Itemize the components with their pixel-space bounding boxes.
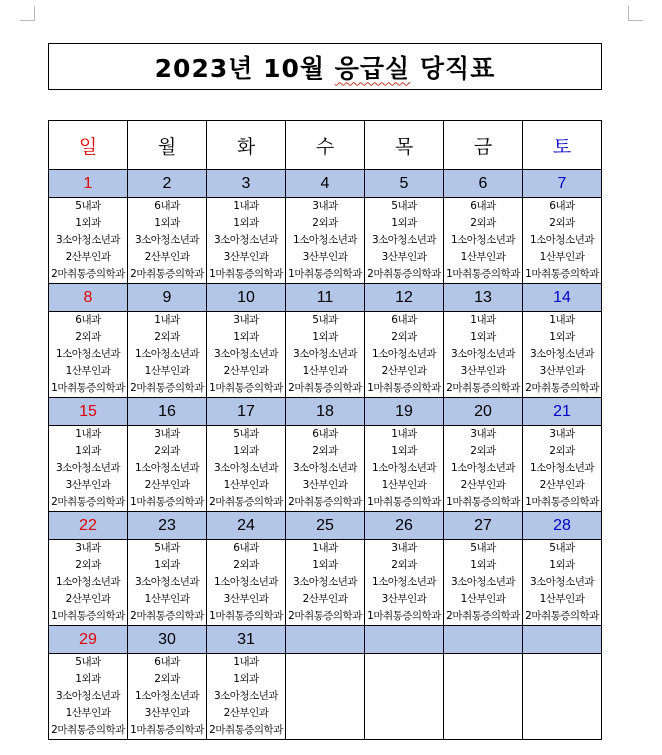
duty-assignment: 2산부인과 [460, 479, 506, 491]
date-cell: 29 [49, 626, 128, 654]
duty-assignment: 1외과 [233, 445, 259, 457]
duty-assignment: 2외과 [470, 445, 496, 457]
duty-cell [365, 540, 444, 626]
duty-assignment: 2외과 [75, 559, 101, 571]
date-cell: 7 [523, 170, 602, 198]
duty-assignment: 1산부인과 [539, 593, 585, 605]
date-cell: 16 [128, 398, 207, 426]
duty-assignment: 2산부인과 [144, 479, 190, 491]
duty-assignment: 2외과 [549, 445, 575, 457]
date-cell: 5 [365, 170, 444, 198]
duty-assignment: 1외과 [75, 673, 101, 685]
duty-assignment: 2산부인과 [539, 479, 585, 491]
duty-cell [207, 312, 286, 398]
date-cell: 25 [286, 512, 365, 540]
duty-assignment: 3소아청소년과 [450, 576, 516, 588]
date-cell: 2 [128, 170, 207, 198]
duty-cell [444, 312, 523, 398]
duty-assignment: 1산부인과 [460, 593, 506, 605]
duty-assignment: 2마취통증의학과 [446, 382, 520, 394]
date-cell: 6 [444, 170, 523, 198]
duty-cell [444, 426, 523, 512]
duty-assignment: 1내과 [154, 314, 180, 326]
date-cell: 8 [49, 284, 128, 312]
duty-row [49, 540, 602, 626]
title-suffix: 당직표 [410, 53, 496, 83]
duty-assignment: 3내과 [391, 542, 417, 554]
duty-cell [207, 654, 286, 740]
date-cell: 3 [207, 170, 286, 198]
duty-assignment: 3소아청소년과 [55, 234, 121, 246]
duty-cell [128, 426, 207, 512]
duty-assignment: 1외과 [391, 445, 417, 457]
duty-assignment: 1산부인과 [65, 707, 111, 719]
duty-assignment: 1마취통증의학과 [51, 610, 125, 622]
duty-assignment: 3소아청소년과 [134, 234, 200, 246]
duty-assignment: 1소아청소년과 [450, 462, 516, 474]
duty-assignment: 3소아청소년과 [55, 690, 121, 702]
date-cell: 4 [286, 170, 365, 198]
weekday-sunday: 일 [49, 121, 128, 170]
duty-assignment: 6내과 [312, 428, 338, 440]
weekday-friday: 금 [444, 121, 523, 170]
duty-assignment: 1마취통증의학과 [525, 496, 599, 508]
duty-assignment: 1외과 [75, 445, 101, 457]
weekday-header-row [49, 121, 602, 170]
duty-cell [286, 198, 365, 284]
duty-row [49, 654, 602, 740]
duty-assignment: 2마취통증의학과 [367, 268, 441, 280]
duty-assignment: 2외과 [549, 217, 575, 229]
duty-assignment: 1소아청소년과 [292, 234, 358, 246]
duty-assignment: 1산부인과 [539, 251, 585, 263]
duty-assignment: 3내과 [312, 200, 338, 212]
duty-cell [49, 426, 128, 512]
duty-assignment: 3산부인과 [65, 479, 111, 491]
duty-assignment: 1마취통증의학과 [525, 268, 599, 280]
date-cell: 15 [49, 398, 128, 426]
date-cell: 14 [523, 284, 602, 312]
duty-assignment: 1외과 [470, 331, 496, 343]
duty-assignment: 2산부인과 [223, 707, 269, 719]
duty-cell [365, 312, 444, 398]
duty-calendar-table [48, 120, 602, 740]
duty-assignment: 1외과 [233, 673, 259, 685]
duty-assignment: 3소아청소년과 [134, 576, 200, 588]
duty-assignment: 3산부인과 [223, 593, 269, 605]
empty-date-cell [286, 626, 365, 654]
duty-assignment: 5내과 [154, 542, 180, 554]
duty-assignment: 1마취통증의학과 [51, 382, 125, 394]
empty-date-cell [444, 626, 523, 654]
date-cell: 1 [49, 170, 128, 198]
date-row [49, 284, 602, 312]
date-row [49, 398, 602, 426]
date-cell: 9 [128, 284, 207, 312]
empty-date-cell [365, 626, 444, 654]
duty-assignment: 6내과 [470, 200, 496, 212]
duty-assignment: 6내과 [75, 314, 101, 326]
date-cell: 27 [444, 512, 523, 540]
date-cell: 18 [286, 398, 365, 426]
duty-assignment: 2산부인과 [65, 251, 111, 263]
weekday-tuesday: 화 [207, 121, 286, 170]
duty-assignment: 2마취통증의학과 [51, 496, 125, 508]
duty-assignment: 2산부인과 [223, 365, 269, 377]
duty-assignment: 2마취통증의학과 [130, 268, 204, 280]
duty-assignment: 3산부인과 [302, 479, 348, 491]
duty-assignment: 2마취통증의학과 [288, 610, 362, 622]
date-cell: 28 [523, 512, 602, 540]
title-emphasis: 응급실 [334, 53, 411, 83]
duty-assignment: 3산부인과 [223, 251, 269, 263]
date-cell: 20 [444, 398, 523, 426]
duty-assignment: 2외과 [312, 217, 338, 229]
weekday-monday: 월 [128, 121, 207, 170]
duty-cell [523, 198, 602, 284]
duty-assignment: 5내과 [312, 314, 338, 326]
duty-assignment: 3산부인과 [381, 593, 427, 605]
duty-assignment: 2외과 [233, 559, 259, 571]
duty-assignment: 1외과 [233, 331, 259, 343]
duty-assignment: 3소아청소년과 [371, 234, 437, 246]
duty-assignment: 2외과 [470, 217, 496, 229]
duty-assignment: 3내과 [75, 542, 101, 554]
duty-assignment: 3소아청소년과 [292, 462, 358, 474]
duty-assignment: 2외과 [312, 445, 338, 457]
duty-assignment: 3소아청소년과 [529, 576, 595, 588]
duty-row [49, 198, 602, 284]
duty-assignment: 2외과 [391, 331, 417, 343]
duty-assignment: 1외과 [312, 331, 338, 343]
duty-assignment: 1마취통증의학과 [367, 496, 441, 508]
duty-cell [286, 312, 365, 398]
date-cell: 17 [207, 398, 286, 426]
duty-assignment: 1소아청소년과 [134, 462, 200, 474]
duty-row [49, 426, 602, 512]
date-cell: 23 [128, 512, 207, 540]
duty-assignment: 3산부인과 [302, 251, 348, 263]
duty-assignment: 2산부인과 [144, 251, 190, 263]
duty-assignment: 1소아청소년과 [134, 690, 200, 702]
weekday-thursday: 목 [365, 121, 444, 170]
date-cell: 10 [207, 284, 286, 312]
date-row [49, 512, 602, 540]
duty-assignment: 1마취통증의학과 [367, 610, 441, 622]
weekday-wednesday: 수 [286, 121, 365, 170]
duty-cell [523, 426, 602, 512]
duty-cell [128, 654, 207, 740]
date-cell: 12 [365, 284, 444, 312]
duty-assignment: 1산부인과 [460, 251, 506, 263]
duty-assignment: 3소아청소년과 [55, 462, 121, 474]
duty-assignment: 3내과 [233, 314, 259, 326]
duty-assignment: 1소아청소년과 [371, 576, 437, 588]
date-cell: 26 [365, 512, 444, 540]
duty-assignment: 1내과 [391, 428, 417, 440]
duty-assignment: 6내과 [154, 656, 180, 668]
duty-assignment: 1내과 [233, 656, 259, 668]
title-prefix: 2023년 10월 [154, 53, 335, 83]
duty-row [49, 312, 602, 398]
duty-assignment: 3소아청소년과 [292, 348, 358, 360]
duty-assignment: 2마취통증의학과 [525, 610, 599, 622]
duty-assignment: 1외과 [549, 559, 575, 571]
duty-cell [286, 426, 365, 512]
duty-assignment: 3소아청소년과 [213, 462, 279, 474]
duty-assignment: 3소아청소년과 [529, 348, 595, 360]
duty-assignment: 1소아청소년과 [55, 348, 121, 360]
duty-cell [128, 540, 207, 626]
duty-assignment: 2산부인과 [302, 593, 348, 605]
date-cell: 31 [207, 626, 286, 654]
duty-assignment: 3산부인과 [144, 707, 190, 719]
duty-cell [286, 540, 365, 626]
duty-assignment: 3소아청소년과 [213, 690, 279, 702]
date-cell: 11 [286, 284, 365, 312]
duty-assignment: 3산부인과 [460, 365, 506, 377]
duty-assignment: 2외과 [75, 331, 101, 343]
duty-assignment: 1마취통증의학과 [209, 382, 283, 394]
duty-assignment: 1외과 [154, 559, 180, 571]
calendar-body [49, 121, 602, 740]
duty-cell [365, 426, 444, 512]
duty-assignment: 1내과 [549, 314, 575, 326]
duty-assignment: 2외과 [391, 559, 417, 571]
duty-assignment: 1마취통증의학과 [209, 268, 283, 280]
duty-cell [207, 426, 286, 512]
duty-cell [207, 198, 286, 284]
duty-assignment: 1외과 [549, 331, 575, 343]
duty-assignment: 6내과 [233, 542, 259, 554]
duty-assignment: 1소아청소년과 [529, 234, 595, 246]
empty-duty-cell [286, 654, 365, 740]
duty-assignment: 2마취통증의학과 [130, 382, 204, 394]
duty-assignment: 2외과 [154, 445, 180, 457]
duty-cell [49, 198, 128, 284]
duty-assignment: 1소아청소년과 [371, 348, 437, 360]
duty-assignment: 1내과 [233, 200, 259, 212]
duty-assignment: 2마취통증의학과 [525, 382, 599, 394]
duty-assignment: 5내과 [233, 428, 259, 440]
duty-assignment: 1소아청소년과 [213, 576, 279, 588]
date-row [49, 626, 602, 654]
date-cell: 22 [49, 512, 128, 540]
duty-assignment: 3내과 [154, 428, 180, 440]
duty-cell [444, 540, 523, 626]
duty-assignment: 2마취통증의학과 [446, 610, 520, 622]
duty-assignment: 1마취통증의학과 [288, 268, 362, 280]
duty-assignment: 6내과 [391, 314, 417, 326]
duty-assignment: 3소아청소년과 [292, 576, 358, 588]
weekday-saturday: 토 [523, 121, 602, 170]
duty-assignment: 1산부인과 [65, 365, 111, 377]
duty-assignment: 2마취통증의학과 [51, 268, 125, 280]
date-cell: 19 [365, 398, 444, 426]
duty-assignment: 6내과 [154, 200, 180, 212]
duty-assignment: 2마취통증의학과 [209, 724, 283, 736]
date-cell: 21 [523, 398, 602, 426]
duty-cell [49, 654, 128, 740]
duty-cell [365, 198, 444, 284]
duty-assignment: 5내과 [549, 542, 575, 554]
duty-cell [207, 540, 286, 626]
duty-assignment: 3내과 [470, 428, 496, 440]
duty-assignment: 1소아청소년과 [529, 462, 595, 474]
duty-cell [523, 540, 602, 626]
duty-assignment: 2마취통증의학과 [288, 382, 362, 394]
duty-assignment: 1외과 [391, 217, 417, 229]
duty-assignment: 2산부인과 [381, 365, 427, 377]
duty-assignment: 2외과 [154, 331, 180, 343]
empty-date-cell [523, 626, 602, 654]
duty-assignment: 1외과 [233, 217, 259, 229]
duty-assignment: 3산부인과 [539, 365, 585, 377]
duty-assignment: 1마취통증의학과 [209, 610, 283, 622]
duty-cell [49, 312, 128, 398]
duty-assignment: 3소아청소년과 [213, 348, 279, 360]
duty-cell [128, 312, 207, 398]
duty-assignment: 1내과 [312, 542, 338, 554]
date-row [49, 170, 602, 198]
duty-assignment: 1내과 [470, 314, 496, 326]
duty-assignment: 1소아청소년과 [134, 348, 200, 360]
duty-cell [523, 312, 602, 398]
duty-assignment: 1마취통증의학과 [367, 382, 441, 394]
duty-assignment: 1내과 [75, 428, 101, 440]
empty-duty-cell [444, 654, 523, 740]
duty-assignment: 1소아청소년과 [450, 234, 516, 246]
duty-assignment: 5내과 [75, 200, 101, 212]
duty-assignment: 2외과 [154, 673, 180, 685]
duty-assignment: 1산부인과 [223, 479, 269, 491]
empty-duty-cell [523, 654, 602, 740]
document-title [48, 43, 602, 90]
duty-assignment: 5내과 [391, 200, 417, 212]
duty-assignment: 1산부인과 [144, 365, 190, 377]
duty-assignment: 1마취통증의학과 [446, 496, 520, 508]
page-corner-mark-left [20, 6, 35, 21]
date-cell: 24 [207, 512, 286, 540]
page-corner-mark-right [628, 6, 643, 21]
duty-assignment: 2마취통증의학과 [288, 496, 362, 508]
duty-assignment: 1외과 [312, 559, 338, 571]
duty-assignment: 1마취통증의학과 [130, 724, 204, 736]
duty-assignment: 1외과 [75, 217, 101, 229]
duty-cell [128, 198, 207, 284]
duty-assignment: 3산부인과 [381, 251, 427, 263]
duty-assignment: 5내과 [470, 542, 496, 554]
date-cell: 30 [128, 626, 207, 654]
duty-cell [444, 198, 523, 284]
duty-assignment: 1산부인과 [302, 365, 348, 377]
duty-assignment: 1소아청소년과 [371, 462, 437, 474]
duty-assignment: 1외과 [154, 217, 180, 229]
duty-assignment: 6내과 [549, 200, 575, 212]
duty-assignment: 5내과 [75, 656, 101, 668]
duty-cell [49, 540, 128, 626]
duty-assignment: 1외과 [470, 559, 496, 571]
duty-assignment: 3소아청소년과 [450, 348, 516, 360]
duty-assignment: 3내과 [549, 428, 575, 440]
duty-assignment: 2산부인과 [65, 593, 111, 605]
duty-assignment: 1산부인과 [381, 479, 427, 491]
duty-assignment: 1마취통증의학과 [130, 496, 204, 508]
duty-assignment: 2마취통증의학과 [130, 610, 204, 622]
duty-assignment: 1소아청소년과 [55, 576, 121, 588]
duty-assignment: 2마취통증의학과 [209, 496, 283, 508]
duty-assignment: 2마취통증의학과 [51, 724, 125, 736]
duty-assignment: 3소아청소년과 [213, 234, 279, 246]
empty-duty-cell [365, 654, 444, 740]
duty-assignment: 1마취통증의학과 [446, 268, 520, 280]
date-cell: 13 [444, 284, 523, 312]
duty-assignment: 1산부인과 [144, 593, 190, 605]
